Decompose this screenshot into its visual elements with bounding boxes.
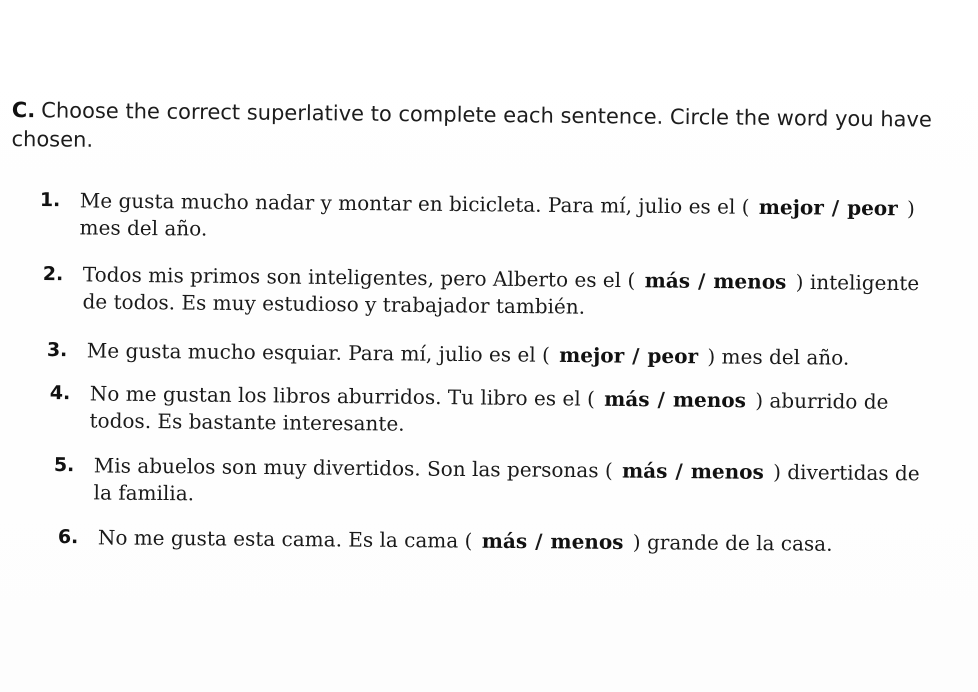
option-menos[interactable]: menos: [713, 269, 787, 294]
item-number: 2.: [42, 262, 64, 286]
item-sentence: [89, 380, 955, 443]
sentence-before: No me gustan los libros aburridos. Tu libro es el (: [89, 381, 595, 411]
option-peor[interactable]: peor: [647, 343, 699, 369]
option-separator: /: [657, 387, 666, 412]
item-number: 4.: [49, 381, 71, 405]
exercise-item-2: [42, 261, 938, 324]
exercise-instructions: [11, 96, 942, 164]
exercise-item-1: [39, 187, 939, 250]
item-sentence: [93, 452, 933, 514]
sentence-before: Mis abuelos son muy divertidos. Son las personas (: [93, 453, 613, 483]
option-separator: /: [831, 195, 840, 220]
exercise-item-5: [53, 452, 933, 514]
option-mas[interactable]: más: [481, 528, 528, 554]
item-number: 3.: [46, 338, 68, 362]
item-sentence: [82, 261, 938, 324]
item-sentence: [98, 524, 938, 558]
option-mejor[interactable]: mejor: [559, 342, 625, 368]
option-menos[interactable]: menos: [550, 529, 624, 554]
option-separator: /: [632, 343, 640, 368]
option-peor[interactable]: peor: [847, 195, 898, 221]
sentence-before: Me gusta mucho esquiar. Para mí, julio es el (: [86, 338, 550, 367]
item-sentence: [79, 187, 939, 249]
option-mas[interactable]: más: [621, 458, 668, 483]
sentence-after: ) divertidas de la familia.: [93, 459, 920, 506]
sentence-before: No me gusta esta cama. Es la cama (: [97, 525, 473, 553]
item-sentence: [87, 337, 927, 372]
option-separator: /: [675, 458, 683, 484]
option-mejor[interactable]: mejor: [758, 194, 824, 220]
exercise-item-3: [47, 337, 927, 372]
option-separator: /: [535, 529, 543, 554]
exercise-letter: C.: [11, 97, 36, 123]
exercise-item-4: [49, 380, 955, 443]
sentence-before: Todos mis primos son inteligentes, pero Alberto es el (: [82, 262, 636, 293]
sentence-after: ) mes del año.: [707, 344, 850, 370]
instructions-text: Choose the correct superlative to complete each sentence. Circle the word you have chosen.: [11, 98, 932, 152]
sentence-after: ) mes del año.: [79, 196, 916, 241]
option-separator: /: [697, 268, 706, 293]
sentence-after: ) inteligente de todos. Es muy estudioso y trabajador también.: [82, 269, 920, 319]
item-number: 6.: [57, 525, 79, 549]
item-number: 5.: [53, 453, 75, 477]
option-menos[interactable]: menos: [690, 459, 764, 484]
sentence-before: Me gusta mucho nadar y montar en bicicleta. Para mí, julio es el (: [79, 188, 750, 219]
option-menos[interactable]: menos: [672, 387, 747, 413]
item-number: 1.: [39, 188, 61, 212]
sentence-after: ) aburrido de todos. Es bastante interesante.: [89, 388, 889, 436]
option-mas[interactable]: más: [604, 386, 650, 412]
option-mas[interactable]: más: [644, 268, 691, 293]
exercise-item-6: [58, 524, 938, 559]
sentence-after: ) grande de la casa.: [632, 530, 833, 556]
